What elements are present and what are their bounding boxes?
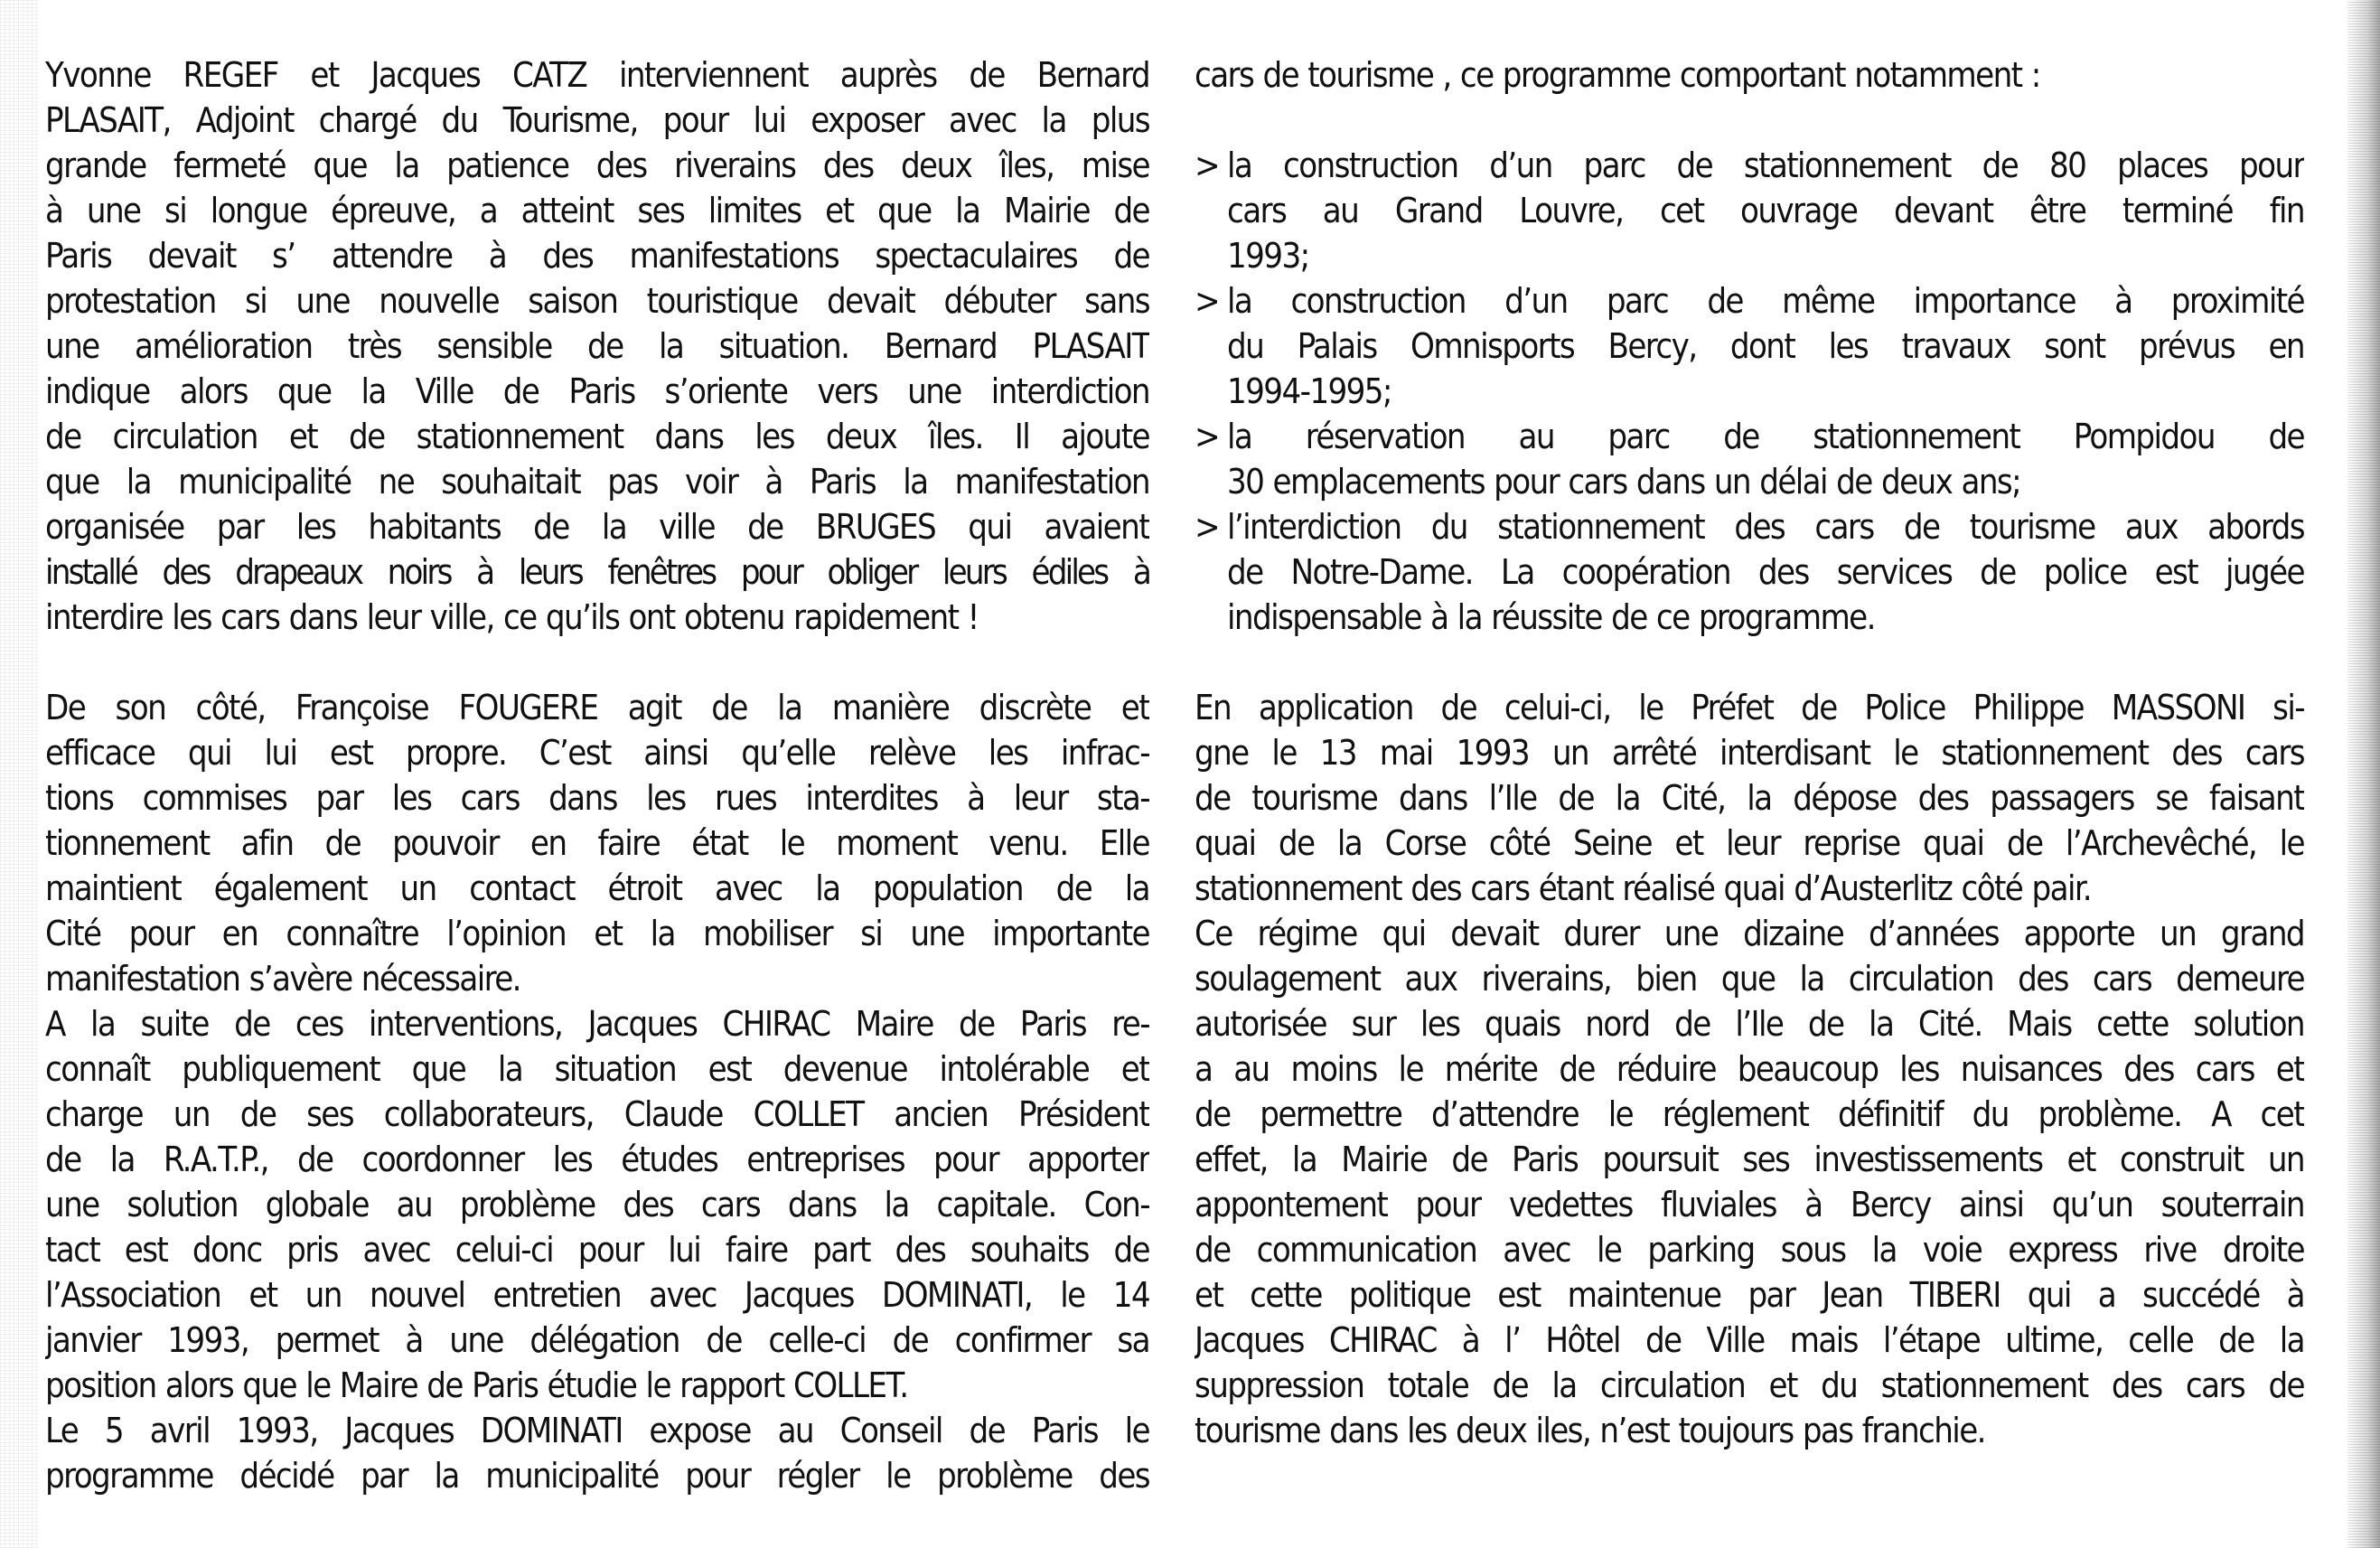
- text-line: programme décidé par la municipalité pour régler le problème des: [45, 1456, 1149, 1496]
- text-line: protestation si une nouvelle saison touristique devait débuter sans: [45, 281, 1149, 321]
- text-line: stationnement des cars étant réalisé quai d’Austerlitz côté pair.: [1195, 868, 2092, 908]
- text-line: tourisme dans les deux iles, n’est toujours pas franchie.: [1195, 1411, 1985, 1450]
- bullet-marker-icon: >: [1195, 417, 1220, 456]
- text-line: tionnement afin de pouvoir en faire état le moment venu. Elle: [45, 823, 1149, 863]
- bullet-text: l’interdiction du stationnement des cars de tourisme aux abords: [1227, 507, 2304, 547]
- text-line: [1195, 414, 2304, 459]
- text-line: 30 emplacements pour cars dans un délai de deux ans;: [1227, 462, 2021, 502]
- left-column: [45, 52, 1149, 1498]
- text-line: Cité pour en connaître l’opinion et la mobiliser si une importante: [45, 914, 1149, 953]
- paragraph-chirac-collet: [45, 1001, 1149, 1408]
- text-line: que la municipalité ne souhaitait pas voir à Paris la manifestation: [45, 462, 1149, 502]
- program-item-bercy: [1195, 278, 2304, 414]
- text-line: appontement pour vedettes fluviales à Bercy ainsi qu’un souterrain: [1195, 1185, 2304, 1224]
- text-line: [1195, 504, 2304, 549]
- text-line: 1993;: [1227, 236, 1309, 276]
- paragraph-gap: [1195, 98, 2304, 143]
- text-line: efficace qui lui est propre. C’est ainsi qu’elle relève les infrac-: [45, 733, 1149, 773]
- text-line: position alors que le Maire de Paris étudie le rapport COLLET.: [45, 1365, 908, 1405]
- text-line: de tourisme dans l’Ile de la Cité, la dépose des passagers se faisant: [1195, 778, 2304, 818]
- text-line: et cette politique est maintenue par Jean TIBERI qui a succédé à: [1195, 1275, 2304, 1315]
- text-line: autorisée sur les quais nord de l’Ile de la Cité. Mais cette solution: [1195, 1004, 2304, 1044]
- text-line: une solution globale au problème des cars dans la capitale. Con-: [45, 1185, 1149, 1224]
- text-line: De son côté, Françoise FOUGERE agit de la manière discrète et: [45, 688, 1149, 727]
- text-line: maintient également un contact étroit avec la population de la: [45, 868, 1149, 908]
- scan-noise-left-edge: [0, 0, 38, 1548]
- text-line: 1994-1995;: [1227, 371, 1391, 411]
- scan-noise-right-edge: [2347, 0, 2380, 1548]
- text-line: A la suite de ces interventions, Jacques CHIRAC Maire de Paris re-: [45, 1004, 1149, 1044]
- text-line: tact est donc pris avec celui-ci pour lui faire part des souhaits de: [45, 1230, 1149, 1270]
- program-item-louvre: [1195, 143, 2304, 278]
- text-line: de communication avec le parking sous la voie express rive droite: [1195, 1230, 2304, 1270]
- text-line: effet, la Mairie de Paris poursuit ses investissements et construit un: [1195, 1140, 2304, 1179]
- text-line: soulagement aux riverains, bien que la circulation des cars demeure: [1195, 959, 2304, 999]
- right-column: [1195, 52, 2304, 1453]
- paragraph-gap: [1195, 640, 2304, 685]
- text-line: Paris devait s’ attendre à des manifestations spectaculaires de: [45, 236, 1149, 276]
- bullet-marker-icon: >: [1195, 145, 1220, 185]
- bullet-text: la réservation au parc de stationnement Pompidou de: [1227, 417, 2304, 456]
- bullet-marker-icon: >: [1195, 281, 1220, 321]
- program-item-notre-dame: [1195, 504, 2304, 640]
- text-line: a au moins le mérite de réduire beaucoup les nuisances des cars et: [1195, 1049, 2304, 1089]
- text-line: quai de la Corse côté Seine et leur reprise quai de l’Archevêché, le: [1195, 823, 2304, 863]
- text-line: [1195, 143, 2304, 188]
- bullet-marker-icon: >: [1195, 507, 1220, 547]
- text-line: du Palais Omnisports Bercy, dont les travaux sont prévus en: [1227, 326, 2304, 366]
- program-list: [1195, 143, 2304, 640]
- text-line: de Notre-Dame. La coopération des services de police est jugée: [1227, 552, 2304, 592]
- text-line: de permettre d’attendre le réglement définitif du problème. A cet: [1195, 1094, 2304, 1134]
- text-line: gne le 13 mai 1993 un arrêté interdisant le stationnement des cars: [1195, 733, 2304, 773]
- program-intro: cars de tourisme , ce programme comportant notamment :: [1195, 55, 2040, 95]
- program-item-pompidou: [1195, 414, 2304, 504]
- text-line: de la R.A.T.P., de coordonner les études entreprises pour apporter: [45, 1140, 1149, 1179]
- text-line: indispensable à la réussite de ce programme.: [1227, 597, 1875, 637]
- text-line: de circulation et de stationnement dans les deux îles. Il ajoute: [45, 417, 1149, 456]
- text-line: installé des drapeaux noirs à leurs fenêtres pour obliger leurs édiles à: [45, 552, 1149, 592]
- text-line: Yvonne REGEF et Jacques CATZ interviennent auprès de Bernard: [45, 55, 1149, 95]
- text-line: Le 5 avril 1993, Jacques DOMINATI expose au Conseil de Paris le: [45, 1411, 1149, 1450]
- paragraph-massoni: [1195, 685, 2304, 911]
- text-line: grande fermeté que la patience des riverains des deux îles, mise: [45, 145, 1149, 185]
- text-line: [1195, 278, 2304, 324]
- paragraph-regime: [1195, 911, 2304, 1453]
- text-line: tions commises par les cars dans les rues interdites à leur sta-: [45, 778, 1149, 818]
- text-line: janvier 1993, permet à une délégation de celle-ci de confirmer sa: [45, 1320, 1149, 1360]
- text-line: charge un de ses collaborateurs, Claude COLLET ancien Président: [45, 1094, 1149, 1134]
- text-line: cars au Grand Louvre, cet ouvrage devant être terminé fin: [1227, 191, 2304, 230]
- text-line: une amélioration très sensible de la situation. Bernard PLASAIT: [45, 326, 1149, 366]
- text-line: connaît publiquement que la situation est devenue intolérable et: [45, 1049, 1149, 1089]
- text-line: suppression totale de la circulation et du stationnement des cars de: [1195, 1365, 2304, 1405]
- bullet-text: la construction d’un parc de stationnement de 80 places pour: [1227, 145, 2304, 185]
- text-line: Ce régime qui devait durer une dizaine d’années apporte un grand: [1195, 914, 2304, 953]
- text-line: indique alors que la Ville de Paris s’oriente vers une interdiction: [45, 371, 1149, 411]
- text-line: PLASAIT, Adjoint chargé du Tourisme, pour lui exposer avec la plus: [45, 100, 1149, 140]
- paragraph-gap: [45, 640, 1149, 685]
- text-line: à une si longue épreuve, a atteint ses limites et que la Mairie de: [45, 191, 1149, 230]
- text-line: organisée par les habitants de la ville de BRUGES qui avaient: [45, 507, 1149, 547]
- paragraph-regef-catz: [45, 52, 1149, 640]
- text-line: interdire les cars dans leur ville, ce qu’ils ont obtenu rapidement !: [45, 597, 979, 637]
- text-line: l’Association et un nouvel entretien avec Jacques DOMINATI, le 14: [45, 1275, 1149, 1315]
- text-line: Jacques CHIRAC à l’ Hôtel de Ville mais l’étape ultime, celle de la: [1195, 1320, 2304, 1360]
- text-line: manifestation s’avère nécessaire.: [45, 959, 520, 999]
- bullet-text: la construction d’un parc de même importance à proximité: [1227, 281, 2304, 321]
- text-line: En application de celui-ci, le Préfet de Police Philippe MASSONI si-: [1195, 688, 2304, 727]
- paragraph-dominati: [45, 1408, 1149, 1498]
- paragraph-fougere: [45, 685, 1149, 1001]
